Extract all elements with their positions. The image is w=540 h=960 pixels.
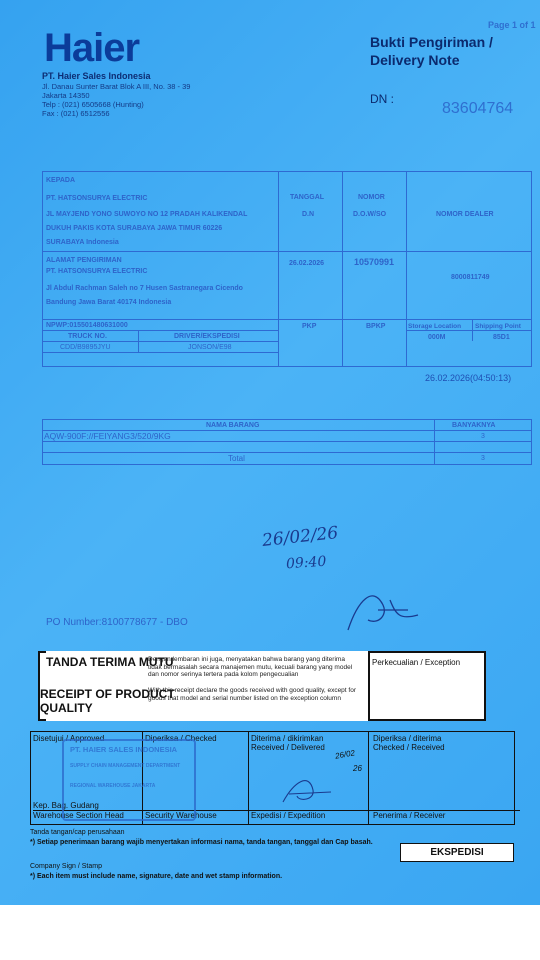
item-row-name: AQW-900F://FEIYANG3/520/9KG — [44, 431, 171, 441]
dealer-number: 8000811749 — [451, 274, 490, 281]
approved-sub-1: Kep. Bag. Gudang — [33, 801, 99, 810]
shipping-point-value: 85D1 — [493, 334, 510, 341]
title-line-2: Delivery Note — [370, 52, 460, 68]
approved-label: Disetujui / Approved — [33, 734, 105, 743]
print-timestamp: 26.02.2026(04:50:13) — [425, 373, 512, 383]
truck-label: TRUCK NO. — [68, 333, 107, 340]
nomor-label: NOMOR — [358, 194, 385, 201]
checked-sub: Security Warehouse — [143, 810, 251, 820]
stamp-line-1: PT. HAIER SALES INDONESIA — [70, 745, 178, 754]
received-handwritten-day: 26 — [353, 764, 362, 773]
checked-received-label-2: Checked / Received — [373, 743, 445, 752]
received-label-2: Received / Delivered — [251, 743, 325, 752]
storage-location-value: 000M — [428, 334, 446, 341]
shipping-address-1: Jl Abdul Rachman Saleh no 7 Husen Sastranegara Cicendo — [46, 285, 243, 292]
company-name: PT. Haier Sales Indonesia — [42, 71, 151, 81]
page-indicator: Page 1 of 1 — [488, 20, 536, 30]
tanggal-label: TANGGAL — [290, 194, 325, 201]
handwritten-time: 09:40 — [285, 553, 327, 573]
exception-label: Perkecualian / Exception — [372, 658, 461, 667]
item-row-qty: 3 — [481, 433, 485, 440]
dn-number: 83604764 — [442, 100, 514, 117]
received-cell — [249, 732, 369, 824]
dn-label: DN : — [370, 92, 394, 106]
items-name-header: NAMA BARANG — [206, 422, 260, 429]
company-fax: Fax : (021) 6512556 — [42, 109, 110, 118]
receipt-text-en: With this receipt declare the goods received with good quality, except for goods that model and serial number listed on the exception column — [148, 687, 356, 702]
dealer-label: NOMOR DEALER — [436, 211, 494, 218]
note-1-title: Tanda tangan/cap perusahaan — [30, 829, 125, 836]
items-qty-header: BANYAKNYA — [452, 422, 496, 429]
ekspedisi-copy-label: EKSPEDISI — [400, 843, 514, 862]
po-number: PO Number:8100778677 - DBO — [46, 617, 188, 628]
npwp: NPWP:015501480631000 — [46, 322, 128, 329]
bpkp-label: BPKP — [366, 323, 386, 330]
note-2: *) Each item must include name, signature, date and wet stamp information. — [30, 873, 283, 880]
stamp-line-3: REGIONAL WAREHOUSE JAKARTA — [70, 783, 156, 789]
storage-location-label: Storage Location — [408, 323, 462, 330]
document-title — [370, 33, 493, 69]
receipt-title-en-2: QUALITY — [40, 701, 93, 715]
customer-address-3: SURABAYA Indonesia — [46, 239, 119, 246]
received-handwritten-date: 26/02 — [334, 748, 356, 761]
pkp-label: PKP — [302, 323, 317, 330]
haier-logo: Haier — [44, 26, 140, 70]
received-sub: Expedisi / Expedition — [249, 810, 371, 820]
customer-address-2: DUKUH PAKIS KOTA SURABAYA JAWA TIMUR 60226 — [46, 225, 223, 232]
approved-sub-2: Warehouse Section Head — [33, 810, 145, 820]
handwritten-signature-icon — [338, 580, 428, 640]
handwritten-date: 26/02/26 — [261, 523, 340, 551]
receiver-label: Penerima / Receiver — [369, 810, 520, 820]
shipping-point-label: Shipping Point — [475, 323, 521, 330]
checked-label: Diperiksa / Checked — [145, 734, 217, 743]
shipping-name: PT. HATSONSURYA ELECTRIC — [46, 268, 148, 275]
stamp-line-2: SUPPLY CHAIN MANAGEMENT DEPARTMENT — [70, 763, 181, 769]
company-address-1: Jl. Danau Sunter Barat Blok A III, No. 38 - 39 — [42, 82, 191, 91]
company-telp: Telp : (021) 6505668 (Hunting) — [42, 100, 144, 109]
driver-label: DRIVER/EKSPEDISI — [174, 333, 240, 340]
do-number: 10570991 — [354, 257, 395, 267]
receipt-section — [38, 651, 486, 721]
tanggal-sub: D.N — [302, 211, 315, 218]
truck-number: CDD/B9895JYU — [60, 344, 111, 351]
note-1: *) Setiap penerimaan barang wajib menyertakan informasi nama, tanda tangan, tanggal dan Cap basah. — [30, 839, 373, 846]
shipping-label: ALAMAT PENGIRIMAN — [46, 257, 122, 264]
company-stamp — [62, 739, 196, 821]
receipt-text-id: Dengan lembaran ini juga, menyatakan bahwa barang yang diterima tidak bermasalah secara manajemen mutu, kecuali barang yang model dan nomor serinya tertera pada kolom pengecualian — [148, 656, 353, 678]
driver-name: JONSON/E98 — [188, 344, 232, 351]
total-label: Total — [228, 454, 245, 463]
customer-address-1: JL MAYJEND YONO SUWOYO NO 12 PRADAH KALIKENDAL — [46, 211, 248, 218]
dn-date: 26.02.2026 — [289, 260, 325, 267]
checked-received-cell — [369, 732, 516, 824]
shipping-address-2: Bandung Jawa Barat 40174 Indonesia — [46, 299, 172, 306]
company-address-2: Jakarta 14350 — [42, 91, 90, 100]
checked-received-label-1: Diperiksa / diterima — [373, 734, 442, 743]
total-qty: 3 — [481, 455, 485, 462]
receipt-title-id: TANDA TERIMA MUTU — [46, 655, 174, 669]
note-2-title: Company Sign / Stamp — [30, 863, 102, 870]
received-label-1: Diterima / dikirimkan — [251, 734, 324, 743]
title-line-1: Bukti Pengiriman / — [370, 34, 493, 50]
customer-name: PT. HATSONSURYA ELECTRIC — [46, 195, 148, 202]
receipt-title-en-1: RECEIPT OF PRODUCT — [40, 687, 175, 701]
nomor-sub: D.O.W/SO — [353, 211, 387, 218]
kepada-label: KEPADA — [46, 177, 76, 184]
received-signature-icon — [279, 772, 339, 810]
